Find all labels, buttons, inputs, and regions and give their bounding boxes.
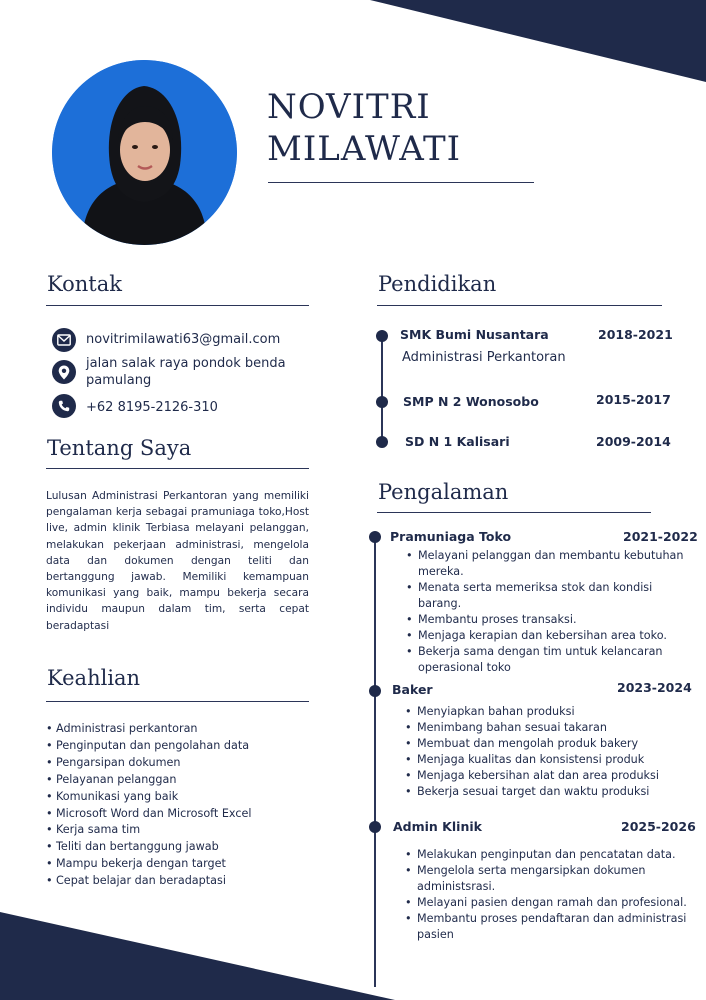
job-duty: • Menjaga kerapian dan kebersihan area toko. <box>406 628 696 644</box>
education-major: Administrasi Perkantoran <box>402 350 566 365</box>
skill-item: • Microsoft Word dan Microsoft Excel <box>46 806 316 823</box>
job-duty: • Menjaga kualitas dan konsistensi produk <box>405 752 695 768</box>
contact-phone[interactable]: +62 8195-2126-310 <box>86 400 218 415</box>
job-duty: • Menata serta memeriksa stok dan kondisi barang. <box>406 580 696 612</box>
job-duty: • Membantu proses pendaftaran dan administrasi pasien <box>405 911 695 943</box>
education-timeline <box>381 336 383 442</box>
timeline-dot <box>369 685 381 697</box>
job-years: 2021-2022 <box>623 529 698 544</box>
contact-email[interactable]: novitrimilawati63@gmail.com <box>86 332 281 347</box>
email-icon <box>52 328 76 352</box>
skill-item: • Pelayanan pelanggan <box>46 772 316 789</box>
candidate-name <box>267 86 567 170</box>
job-duties <box>405 847 695 943</box>
contact-address-row <box>52 356 306 389</box>
about-text: Lulusan Administrasi Perkantoran yang memiliki pengalaman kerja sebagai pramuniaga toko,Host live, admin klinik Terbiasa melayani pelanggan, melakukan pekerjaan administrasi, mengelola data dan dokumen dengan teliti dan bertanggung jawab. Memiliki kemampuan komunikasi yang baik, mampu bekerja secara individu maupun dalam tim, serta cepat beradaptasi <box>46 490 309 632</box>
contact-email-row <box>52 328 306 352</box>
job-years: 2025-2026 <box>621 819 696 834</box>
job-title: Baker <box>392 682 433 697</box>
skill-item: • Penginputan dan pengolahan data <box>46 738 316 755</box>
skill-item: • Komunikasi yang baik <box>46 789 316 806</box>
job-duty: • Menjaga kebersihan alat dan area produksi <box>405 768 695 784</box>
first-name: NOVITRI <box>267 87 431 127</box>
job-duties <box>406 548 696 676</box>
job-duty: • Melayani pasien dengan ramah dan profesional. <box>405 895 695 911</box>
job-duties <box>405 704 695 800</box>
timeline-dot <box>376 436 388 448</box>
skill-item: • Cepat belajar dan beradaptasi <box>46 873 316 890</box>
location-pin-icon <box>52 360 76 384</box>
experience-heading: Pengalaman <box>378 480 509 504</box>
contact-divider <box>46 305 309 306</box>
skills-heading: Keahlian <box>47 666 141 690</box>
education-years: 2018-2021 <box>598 327 673 342</box>
skill-item: • Administrasi perkantoran <box>46 721 316 738</box>
job-years: 2023-2024 <box>617 680 692 695</box>
timeline-dot <box>376 396 388 408</box>
education-divider <box>377 305 662 306</box>
education-school: SMP N 2 Wonosobo <box>403 394 539 409</box>
skills-list <box>46 721 316 890</box>
skill-item: • Teliti dan bertanggung jawab <box>46 839 316 856</box>
timeline-dot <box>369 821 381 833</box>
phone-icon <box>52 394 76 418</box>
timeline-dot <box>369 531 381 543</box>
education-years: 2009-2014 <box>596 434 671 449</box>
name-divider <box>268 182 534 183</box>
skill-item: • Pengarsipan dokumen <box>46 755 316 772</box>
job-duty: • Bekerja sama dengan tim untuk kelancaran operasional toko <box>406 644 696 676</box>
about-heading: Tentang Saya <box>47 436 192 460</box>
job-duty: • Melakukan penginputan dan pencatatan data. <box>405 847 695 863</box>
skills-divider <box>46 701 309 702</box>
education-school: SD N 1 Kalisari <box>405 434 510 449</box>
about-divider <box>46 468 309 469</box>
job-duty: • Membantu proses transaksi. <box>406 612 696 628</box>
profile-photo <box>52 60 237 245</box>
last-name: MILAWATI <box>267 129 462 169</box>
contact-heading: Kontak <box>47 272 122 296</box>
skill-item: • Kerja sama tim <box>46 822 316 839</box>
job-duty: • Menyiapkan bahan produksi <box>405 704 695 720</box>
job-title: Admin Klinik <box>393 819 482 834</box>
education-years: 2015-2017 <box>596 392 671 407</box>
job-title: Pramuniaga Toko <box>390 529 512 544</box>
job-duty: • Mengelola serta mengarsipkan dokumen administsrasi. <box>405 863 695 895</box>
job-duty: • Menimbang bahan sesuai takaran <box>405 720 695 736</box>
job-duty: • Bekerja sesuai target dan waktu produksi <box>405 784 695 800</box>
education-school: SMK Bumi Nusantara <box>400 327 549 342</box>
contact-phone-row <box>52 394 306 418</box>
job-duty: • Melayani pelanggan dan membantu kebutuhan mereka. <box>406 548 696 580</box>
contact-address: jalan salak raya pondok benda pamulang <box>86 356 286 388</box>
education-heading: Pendidikan <box>378 272 497 296</box>
experience-timeline <box>374 538 376 987</box>
job-duty: • Membuat dan mengolah produk bakery <box>405 736 695 752</box>
skill-item: • Mampu bekerja dengan target <box>46 856 316 873</box>
timeline-dot <box>376 330 388 342</box>
experience-divider <box>377 512 651 513</box>
